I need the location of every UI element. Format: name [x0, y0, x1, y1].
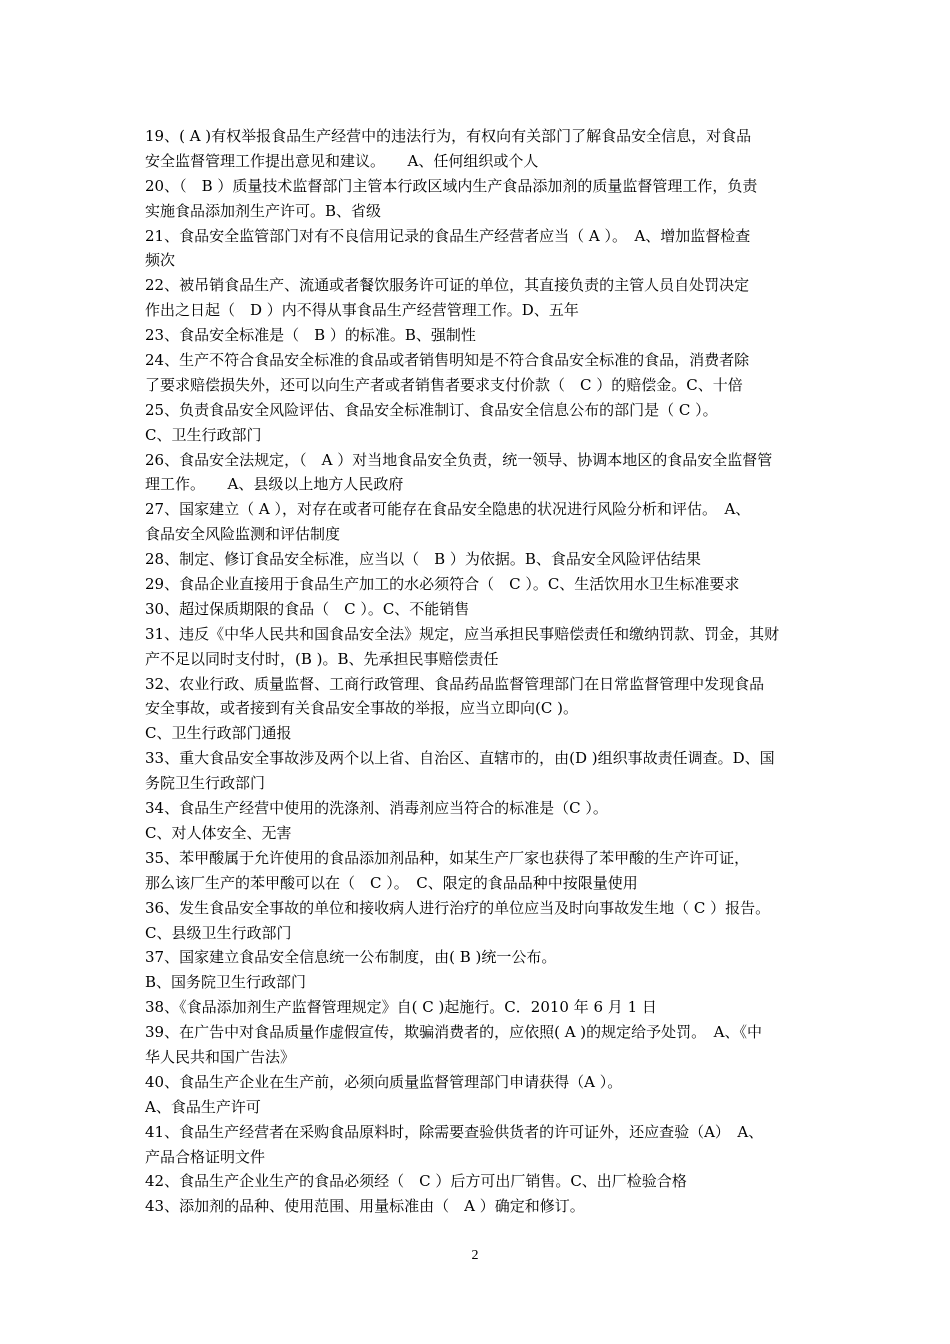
text-line: 31、违反《中华人民共和国食品安全法》规定，应当承担民事赔偿责任和缴纳罚款、罚金，其财	[145, 624, 780, 643]
text-line: 32、农业行政、质量监督、工商行政管理、食品药品监督管理部门在日常监督管理中发现食品	[145, 674, 765, 693]
text-line: 20、（ B ）质量技术监督部门主管本行政区域内生产食品添加剂的质量监督管理工作，负责	[145, 176, 758, 195]
text-line: A、食品生产许可	[145, 1097, 261, 1116]
text-line: 43、添加剂的品种、使用范围、用量标准由（ A ）确定和修订。	[145, 1197, 585, 1216]
page-number: 2	[471, 1248, 479, 1263]
text-line: 30、超过保质期限的食品（ C ）。C、不能销售	[145, 599, 470, 618]
text-line: 务院卫生行政部门	[145, 774, 266, 793]
text-line: 25、负责食品安全风险评估、食品安全标准制订、食品安全信息公布的部门是（ C ）。	[145, 400, 718, 419]
text-line: C、县级卫生行政部门	[145, 923, 292, 942]
text-line: 作出之日起（ D ）内不得从事食品生产经营管理工作。D、五年	[145, 301, 579, 320]
text-line: 35、苯甲酸属于允许使用的食品添加剂品种，如某生产厂家也获得了苯甲酸的生产许可证，	[145, 848, 750, 867]
text-line: 华人民共和国广告法》	[145, 1047, 296, 1066]
text-line: 了要求赔偿损失外，还可以向生产者或者销售者要求支付价款（ C ）的赔偿金。C、十倍	[145, 375, 743, 394]
text-line: 39、在广告中对食品质量作虚假宣传，欺骗消费者的，应依照( A )的规定给予处罚。 A、《中	[145, 1023, 762, 1042]
text-line: 33、重大食品安全事故涉及两个以上省、自治区、直辖市的，由(D )组织事故责任调查。D、国	[145, 749, 775, 768]
text-line: 24、生产不符合食品安全标准的食品或者销售明知是不符合食品安全标准的食品，消费者除	[145, 351, 750, 370]
text-line: C、对人体安全、无害	[145, 823, 292, 842]
text-line: 22、被吊销食品生产、流通或者餐饮服务许可证的单位，其直接负责的主管人员自处罚决定	[145, 276, 750, 295]
text-line: 42、食品生产企业生产的食品必须经（ C ）后方可出厂销售。C、出厂检验合格	[145, 1172, 687, 1191]
text-line: 36、发生食品安全事故的单位和接收病人进行治疗的单位应当及时向事故发生地（ C ）报告。	[145, 898, 771, 917]
text-line: 产不足以同时支付时，(B )。B、先承担民事赔偿责任	[145, 649, 499, 668]
text-line: 产品合格证明文件	[145, 1147, 266, 1166]
text-line: 理工作。 A、县级以上地方人民政府	[145, 475, 404, 494]
text-line: 23、食品安全标准是（ B ）的标准。B、强制性	[145, 326, 476, 345]
text-line: 安全事故，或者接到有关食品安全事故的举报，应当立即向(C )。	[145, 699, 578, 718]
text-line: 41、食品生产经营者在采购食品原料时，除需要查验供货者的许可证外，还应查验（A） A、	[145, 1122, 764, 1141]
text-line: 40、食品生产企业在生产前，必须向质量监督管理部门申请获得（A ）。	[145, 1072, 623, 1091]
text-line: B、国务院卫生行政部门	[145, 973, 307, 992]
text-line: 安全监督管理工作提出意见和建议。 A、任何组织或个人	[145, 151, 539, 170]
text-line: 19、( A )有权举报食品生产经营中的违法行为，有权向有关部门了解食品安全信息，对食品	[145, 127, 752, 145]
text-line: 29、食品企业直接用于食品生产加工的水必须符合（ C ）。C、生活饮用水卫生标准要求	[145, 575, 740, 594]
text-line: 那么该厂生产的苯甲酸可以在（ C ）。 C、限定的食品品种中按限量使用	[145, 873, 638, 892]
text-line: 实施食品添加剂生产许可。B、省级	[145, 201, 382, 220]
text-line: 食品安全风险监测和评估制度	[145, 525, 341, 544]
text-line: C、卫生行政部门	[145, 425, 262, 444]
text-line: 34、食品生产经营中使用的洗涤剂、消毒剂应当符合的标准是（C ）。	[145, 799, 608, 818]
text-line: 21、食品安全监管部门对有不良信用记录的食品生产经营者应当（ A ）。 A、增加监督检查	[145, 226, 751, 245]
text-line: 26、食品安全法规定，（ A ）对当地食品安全负责，统一领导、协调本地区的食品安全监督管	[145, 450, 773, 469]
text-line: 37、国家建立食品安全信息统一公布制度，由( B )统一公布。	[145, 948, 557, 967]
text-line: C、卫生行政部门通报	[145, 724, 292, 743]
text-line: 27、国家建立（ A ），对存在或者可能存在食品安全隐患的状况进行风险分析和评估。 A、	[145, 500, 751, 519]
text-line: 38、《食品添加剂生产监督管理规定》自( C )起施行。C．2010 年 6 月 1 日	[145, 998, 657, 1017]
document-body	[145, 124, 813, 1219]
text-line: 28、制定、修订食品安全标准，应当以（ B ）为依据。B、食品安全风险评估结果	[145, 550, 701, 569]
text-line: 频次	[145, 251, 176, 270]
